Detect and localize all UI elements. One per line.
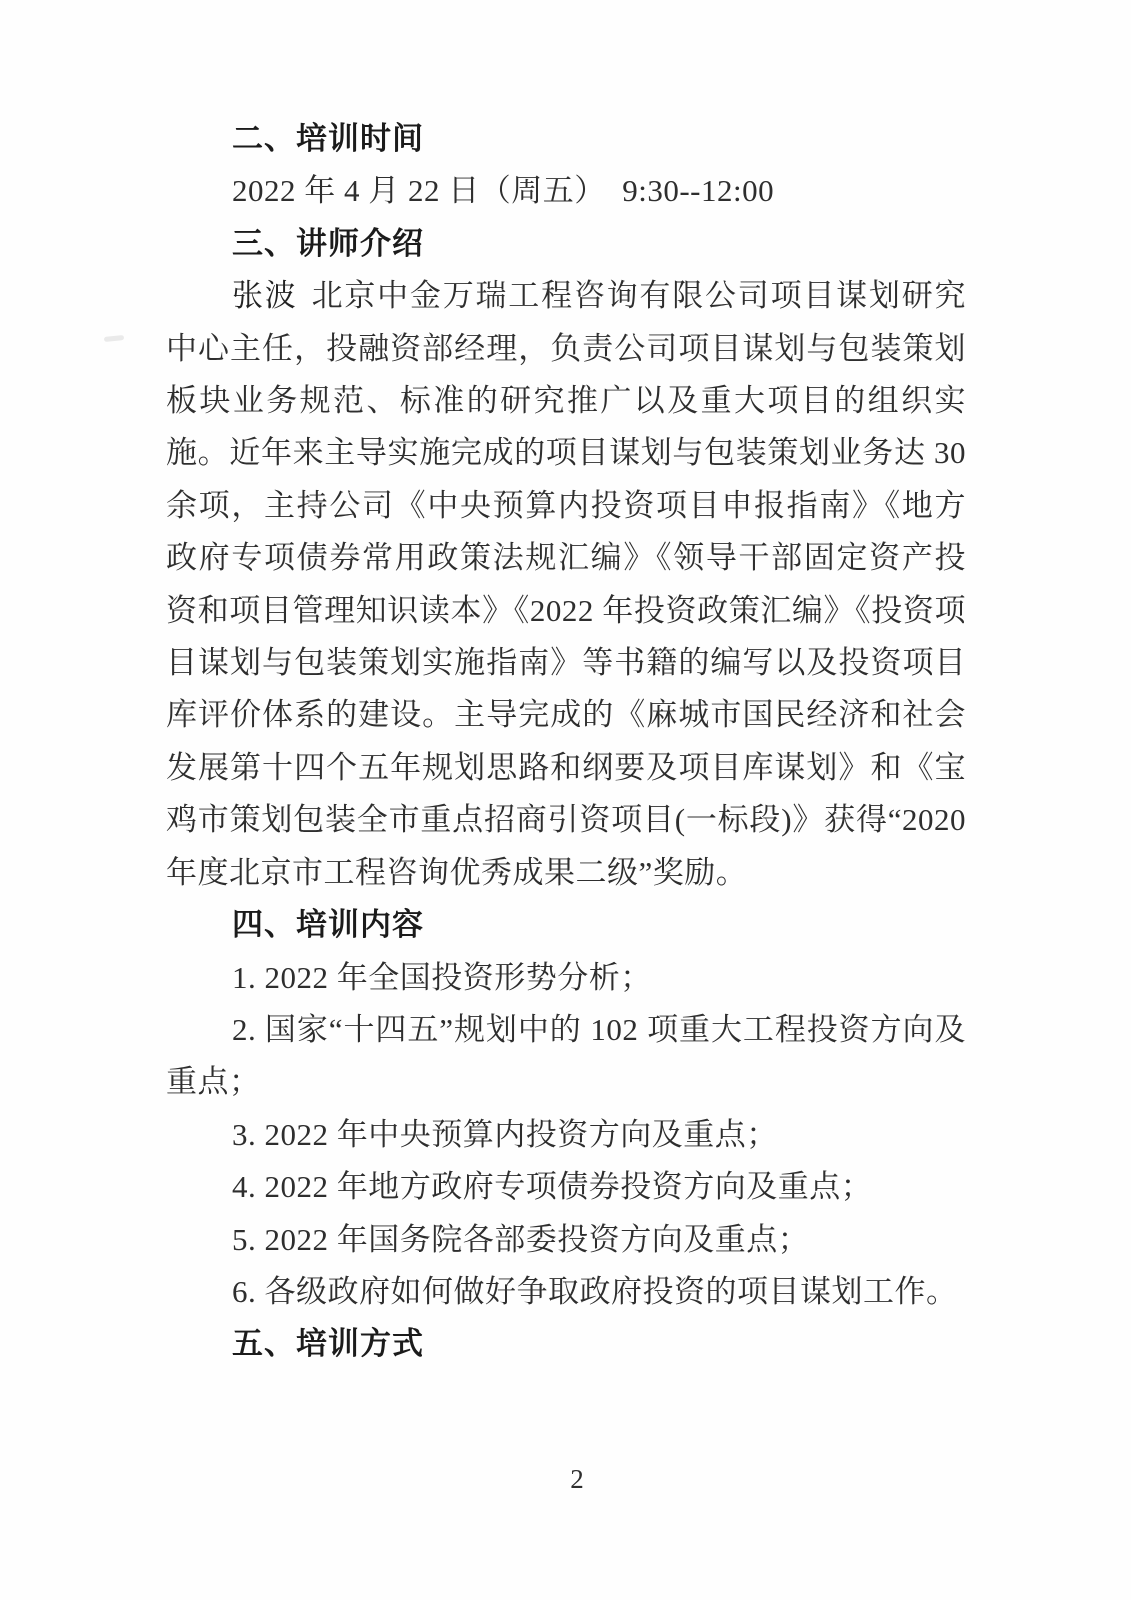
training-time-value: 2022 年 4 月 22 日（周五） 9:30--12:00 bbox=[232, 173, 775, 209]
document-content bbox=[166, 113, 966, 1371]
training-content-item-3: 3. 2022 年中央预算内投资方向及重点； bbox=[232, 1116, 778, 1152]
training-content-item-5: 5. 2022 年国务院各部委投资方向及重点； bbox=[232, 1221, 810, 1257]
lecturer-name: 张波 bbox=[232, 278, 298, 314]
training-content-item-2: 2. 国家“十四五”规划中的 102 项重大工程投资方向及重点； bbox=[166, 1011, 966, 1100]
section-heading-training-content: 四、培训内容 bbox=[232, 907, 424, 943]
training-content-item-1: 1. 2022 年全国投资形势分析； bbox=[232, 959, 652, 995]
section-heading-training-time: 二、培训时间 bbox=[232, 121, 424, 156]
training-content-item-4: 4. 2022 年地方政府专项债券投资方向及重点； bbox=[232, 1169, 873, 1205]
scan-artifact-mark bbox=[104, 335, 124, 342]
section-heading-lecturer-intro: 三、讲师介绍 bbox=[232, 225, 424, 261]
lecturer-bio-paragraph bbox=[166, 270, 966, 899]
section-heading-training-method: 五、培训方式 bbox=[232, 1326, 424, 1362]
lecturer-bio-text: 北京中金万瑞工程咨询有限公司项目谋划研究中心主任，投融资部经理，负责公司项目谋划与包装策划板块业务规范、标准的研究推广以及重大项目的组织实施。近年来主导实施完成的项目谋划与包装策划业务达 30 余项，主持公司《中央预算内投资项目申报指南》《地方政府专项债券常用政策法规汇编》《领导干部固定资产投资和项目管理知识读本》《2022 年投资政策汇编》《投资项目谋划与包装策划实施指南》等书籍的编写以及投资项目库评价体系的建设。主导完成的《麻城市国民经济和社会发展第十四个五年规划思路和纲要及项目库谋划》和《宝鸡市策划包装全市重点招商引资项目(一标段)》获得“2020 年度北京市工程咨询优秀成果二级”奖励。 bbox=[166, 278, 967, 890]
page-number: 2 bbox=[570, 1464, 584, 1494]
training-content-item-6: 6. 各级政府如何做好争取政府投资的项目谋划工作。 bbox=[232, 1273, 958, 1309]
